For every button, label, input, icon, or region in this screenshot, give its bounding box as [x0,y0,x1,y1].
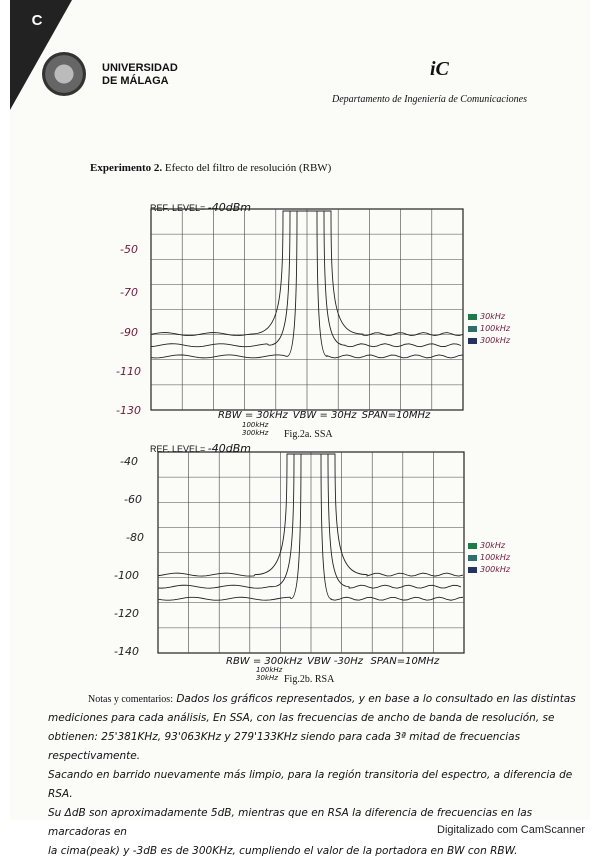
corner-letter: C [31,12,43,29]
ref-level-value-b: -40dBm [207,442,252,455]
y-tick-b-5: -140 [114,645,139,658]
legend-a [468,311,510,347]
notes-line-1: mediciones para cada análisis, En SSA, con las frecuencias de ancho de banda de resolución, se [48,712,555,724]
y-tick-b-0: -40 [120,455,138,468]
rbw-label-a: RBW = 30kHz [218,410,288,421]
vbw-label-a: VBW = 30Hz [292,410,357,421]
y-tick-a-1: -70 [120,286,138,299]
rbw-extra-a-0: 100kHz [242,421,269,429]
ref-level-b [150,442,251,455]
notes-line-2: obtienen: 25'381KHz, 93'063KHz y 279'133KHz siendo para cada 3ª mitad de frecuencias respectivamente. [48,731,521,762]
rbw-extra-b-0: 100kHz [256,666,283,674]
y-tick-b-4: -120 [114,607,139,620]
university-line-2: DE MÁLAGA [102,75,169,87]
notes-text-0: Dados los gráficos representados, y en base a lo consultado en las distintas [176,693,576,705]
x-settings-a [218,410,430,421]
rbw-extra-a [242,421,268,437]
y-tick-b-3: -100 [114,569,139,582]
rbw-extra-b-1: 30kHz [256,674,278,682]
university-line-1: UNIVERSIDAD [102,62,178,74]
notes-line-4: Su ΔdB son aproximadamente 5dB, mientras que en RSA la diferencia de frecuencias en las marcadoras en [48,807,533,838]
ref-level-label-b: REF. LEVEL= [150,444,206,454]
experiment-subtitle: Efecto del filtro de resolución (RBW) [162,162,332,174]
rbw-label-b: RBW = 300kHz [226,656,303,667]
legend-b-item-0: 30kHz [468,540,510,552]
rbw-extra-b [256,666,282,682]
span-label-b: SPAN=10MHz [370,656,440,667]
legend-b-item-2: 300kHz [468,564,510,576]
legend-b-item-1: 100kHz [468,552,510,564]
rbw-extra-a-1: 300kHz [242,429,269,437]
y-tick-b-2: -80 [126,531,144,544]
y-tick-a-2: -90 [120,326,138,339]
notes-line-3: Sacando en barrido nuevamente más limpio, para la región transitoria del espectro, a diferencia de RSA. [48,769,573,800]
legend-a-item-2: 300kHz [468,335,510,347]
ref-level-label-a: REF. LEVEL= [150,203,206,213]
legend-a-item-1: 100kHz [468,323,510,335]
notes-label: Notas y comentarios: [88,694,173,705]
caption-fig-2b: Fig.2b. RSA [284,674,335,685]
y-tick-a-4: -130 [116,404,141,417]
y-tick-b-1: -60 [124,493,142,506]
legend-a-item-0: 30kHz [468,311,510,323]
trace-1-100kHz [158,454,461,588]
y-tick-a-3: -110 [116,365,141,378]
notes-line-5: la cima(peak) y -3dB es de 300KHz, cumpliendo el valor de la portadora en BW con RBW. [48,845,518,857]
vbw-label-b: VBW -30Hz [307,656,363,667]
y-tick-a-0: -50 [120,243,138,256]
ref-level-value-a: -40dBm [207,201,252,214]
trace-1-300kHz [158,454,463,576]
notes-line-0 [48,690,588,709]
experiment-number: Experimento 2. [90,162,163,174]
legend-b [468,540,510,576]
scanner-footer: Digitalizado com CamScanner [437,824,585,836]
department-logo: iC [430,58,449,80]
span-label-a: SPAN=10MHz [361,410,431,421]
department-name: Departamento de Ingeniería de Comunicaciones [332,94,527,105]
trace-0-100kHz [151,211,461,347]
caption-fig-2a: Fig.2a. SSA [284,429,333,440]
